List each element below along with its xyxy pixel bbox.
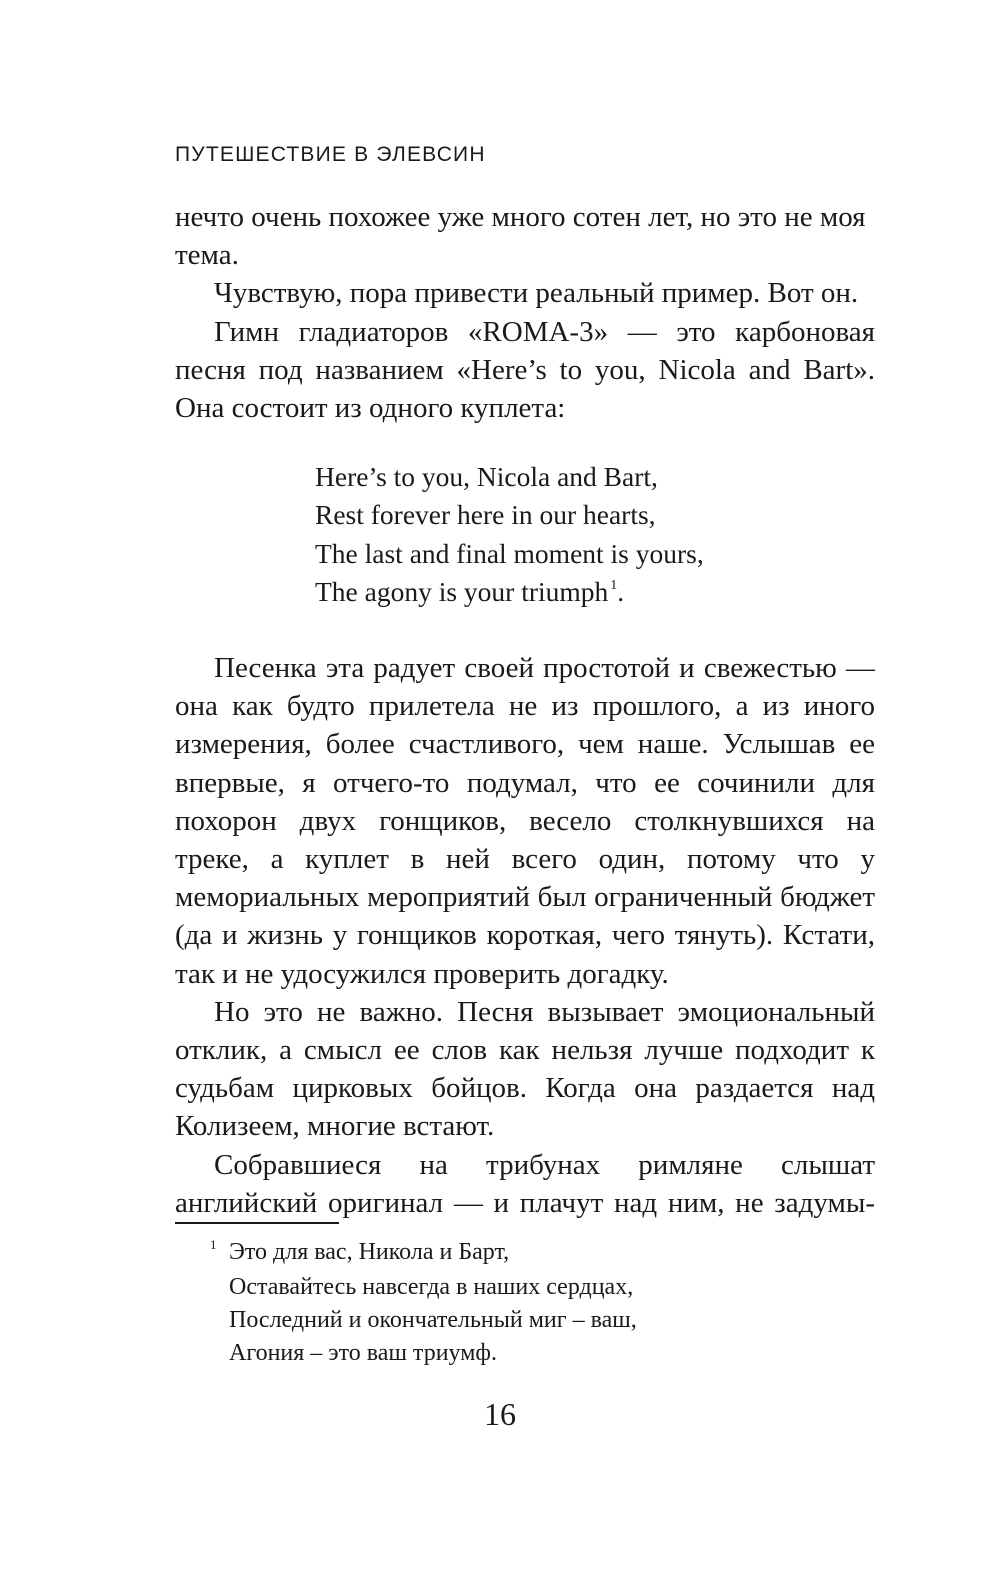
verse-line-1: Here’s to you, Nicola and Bart, [315, 461, 658, 493]
paragraph-1: нечто очень похожее уже много сотен лет, но это не моя тема. [175, 201, 866, 272]
footnote-reference[interactable]: 1 [610, 577, 618, 593]
footnote-divider [175, 1222, 339, 1224]
verse-line-4 [315, 573, 875, 617]
paragraph-3: Гимн гладиаторов «ROMA-3» — это карбоновая песня под названием «Here’s to you, Nicola and Bart». Она состоит из одного куплета: [175, 315, 875, 425]
paragraph-5: Но это не важно. Песня вызывает эмоциональный отклик, а смысл ее слов как нельзя лучше подходит к судьбам цирковых бойцов. Когда она раздается над Колизеем, многие встают. [175, 995, 875, 1143]
verse-line-4-text: The agony is your triumph [315, 575, 609, 607]
footnote-number: 1 [210, 1237, 217, 1252]
main-text [175, 198, 875, 1222]
footnote-line-4: Агония – это ваш триумф. [229, 1340, 497, 1366]
verse-end-punctuation: . [617, 575, 625, 607]
footnote-line-3: Последний и окончательный миг – ваш, [229, 1307, 637, 1333]
page-number: 16 [484, 1396, 516, 1432]
running-head: ПУТЕШЕСТВИЕ В ЭЛЕВСИН [175, 143, 486, 166]
footnote-line-2: Оставайтесь навсегда в наших сердцах, [229, 1274, 634, 1300]
song-verse [315, 458, 875, 617]
paragraph-6: Собравшиеся на трибунах римляне слышат английский оригинал — и плачут над ним, не задумы- [175, 1148, 875, 1219]
verse-line-2: Rest forever here in our hearts, [315, 499, 656, 531]
footnote [210, 1236, 870, 1370]
footnote-line-1 [210, 1236, 870, 1271]
verse-line-3: The last and final moment is yours, [315, 537, 704, 569]
paragraph-4: Песенка эта радует своей простотой и свежестью — она как будто прилетела не из прошлого, а из иного измерения, более счастливого, чем наше. Услышав ее впервые, я отчего-то подумал, что ее сочинили для похорон двух гонщиков, весело столкнувшихся на треке, а куплет в ней всего один, потому что у мемориальных мероприятий был ограниченный бюджет (да и жизнь у гонщиков короткая, чего тянуть). Кстати, так и не удосужился проверить догадку. [175, 652, 875, 990]
footnote-line-1-text: Это для вас, Никола и Барт, [229, 1239, 510, 1265]
paragraph-2: Чувствую, пора привести реальный пример. Вот он. [214, 277, 859, 310]
